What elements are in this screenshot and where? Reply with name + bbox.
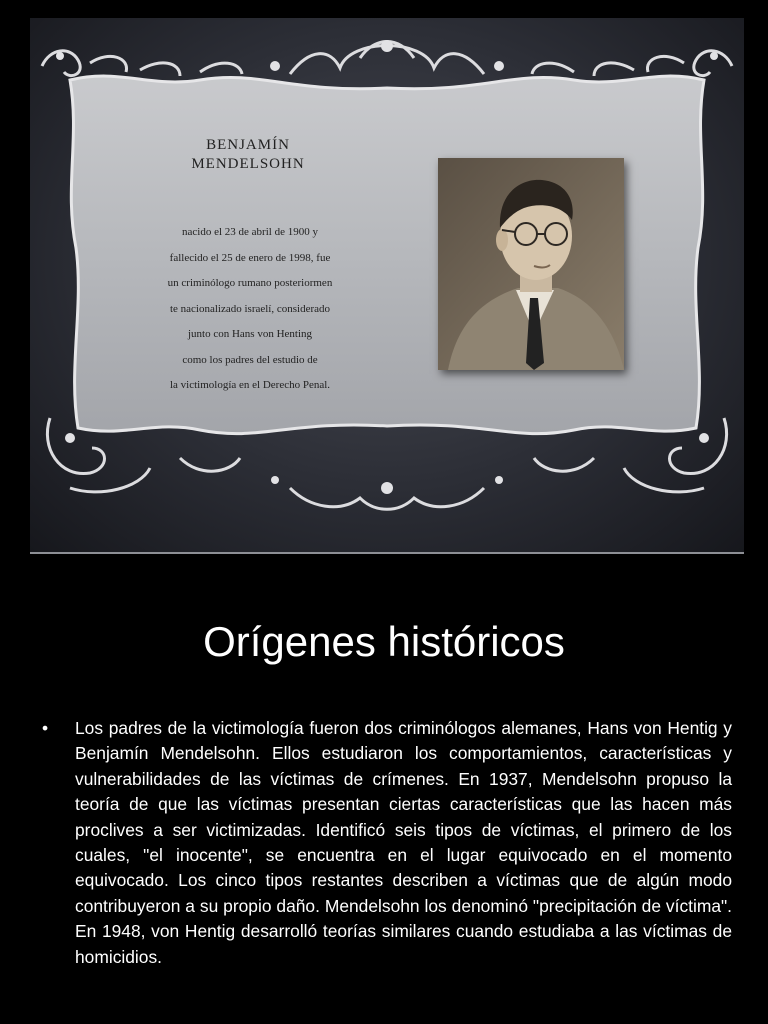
paragraph-text: Los padres de la victimología fueron dos criminólogos alemanes, Hans von Hentig y Benjamín Mendelsohn. Ellos estudiaron los comportamientos, características y vulnerabilidades de las víctimas de crímenes. En 1937, Mendelsohn propuso la teoría de que las víctimas presentan ciertas características que las hacen más proclives a ser victimizadas. Identificó seis tipos de víctimas, el primero de los cuales, "el inocente", se encuentra en el lugar equivocado en el momento equivocado. Los cinco tipos restantes describen a víctimas que de algún modo contribuyeron a su propio daño. Mendelsohn los denominó "precipitación de víctima". En 1948, von Hentig desarrolló teorías similares cuando estudiaba a las víctimas de homicidios.: [75, 718, 732, 967]
bio-line: te nacionalizado israelí, considerado: [169, 302, 331, 315]
biography-text: [130, 220, 370, 399]
portrait-image: [438, 158, 624, 370]
bio-line: fallecido el 25 de enero de 1998, fue: [169, 251, 331, 264]
top-flourishes: [56, 40, 718, 71]
bio-line: nacido el 23 de abril de 1900 y: [182, 226, 318, 238]
bio-line: la victimología en el Derecho Penal.: [169, 379, 331, 391]
person-name-heading: [148, 136, 348, 174]
slide-title: Orígenes históricos: [203, 618, 565, 665]
slide-mendelsohn: [30, 18, 744, 554]
bottom-ornament: [47, 418, 726, 509]
name-line-1: BENJAMÍN: [206, 137, 290, 153]
portrait-photo: [438, 158, 624, 370]
bullet-list: [40, 716, 732, 970]
name-line-2: MENDELSOHN: [191, 156, 305, 172]
bullet-marker: •: [42, 718, 49, 738]
bio-line: como los padres del estudio de: [182, 353, 318, 366]
bio-line: junto con Hans von Henting: [187, 328, 313, 340]
bottom-flourishes: [65, 433, 709, 494]
bio-line: un criminólogo rumano posteriormen: [167, 277, 333, 289]
list-item: [40, 716, 732, 970]
